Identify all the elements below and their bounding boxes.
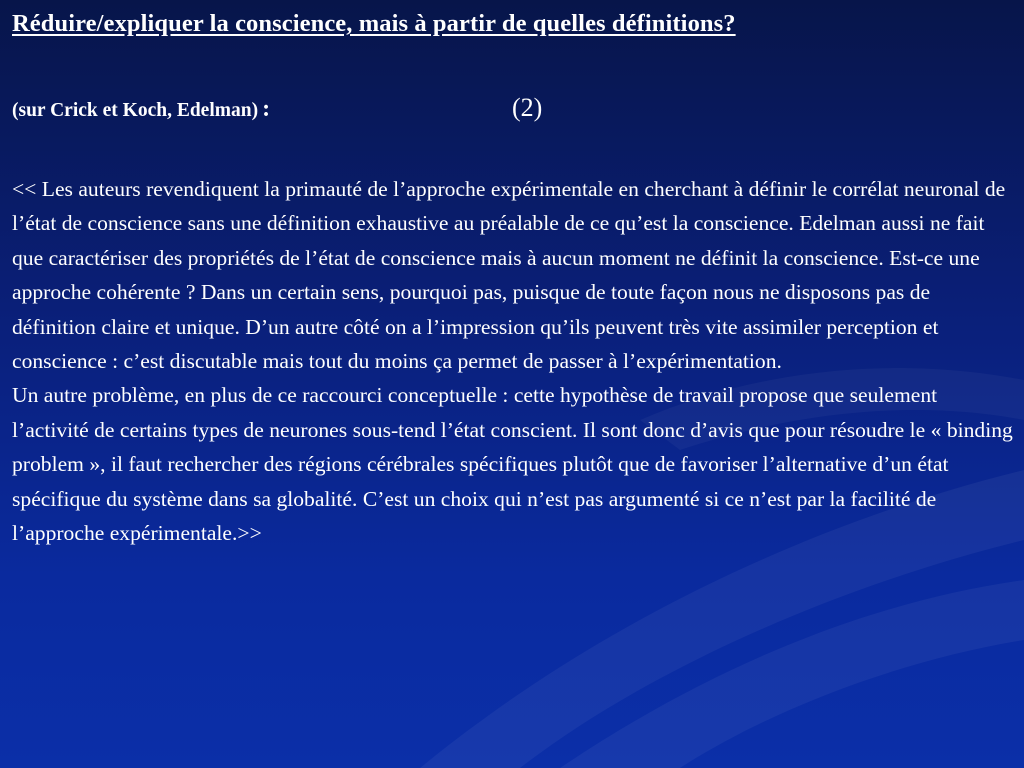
subtitle-row — [12, 96, 270, 123]
body-paragraph-1: << Les auteurs revendiquent la primauté de l’approche expérimentale en cherchant à définir le corrélat neuronal de l’état de conscience sans une définition exhaustive au préalable de ce qu’est la conscience. Edelman aussi ne fait que caractériser des propriétés de l’état de conscience mais à aucun moment ne définit la conscience. Est-ce une approche cohérente ? Dans un certain sens, pourquoi pas, puisque de toute façon nous ne disposons pas de définition claire et unique. D’un autre côté on a l’impression qu’ils peuvent très vite assimiler perception et conscience : c’est discutable mais tout du moins ça permet de passer à l’expérimentation. — [12, 177, 1006, 374]
body-text — [12, 172, 1016, 550]
slide-number: (2) — [512, 93, 543, 122]
slide-title: Réduire/expliquer la conscience, mais à partir de quelles définitions? — [12, 10, 736, 37]
subtitle-colon: : — [262, 96, 271, 122]
slide-subtitle: (sur Crick et Koch, Edelman) — [12, 100, 259, 121]
body-paragraph-2: Un autre problème, en plus de ce raccourci conceptuelle : cette hypothèse de travail propose que seulement l’activité de certains types de neurones sous-tend l’état conscient. Il sont donc d’avis que pour résoudre le « binding problem », il faut rechercher des régions cérébrales spécifiques plutôt que de favoriser l’alternative d’un état spécifique du système dans sa globalité. C’est un choix qui n’est pas argumenté si ce n’est par la facilité de l’approche expérimentale.>> — [12, 383, 1013, 546]
